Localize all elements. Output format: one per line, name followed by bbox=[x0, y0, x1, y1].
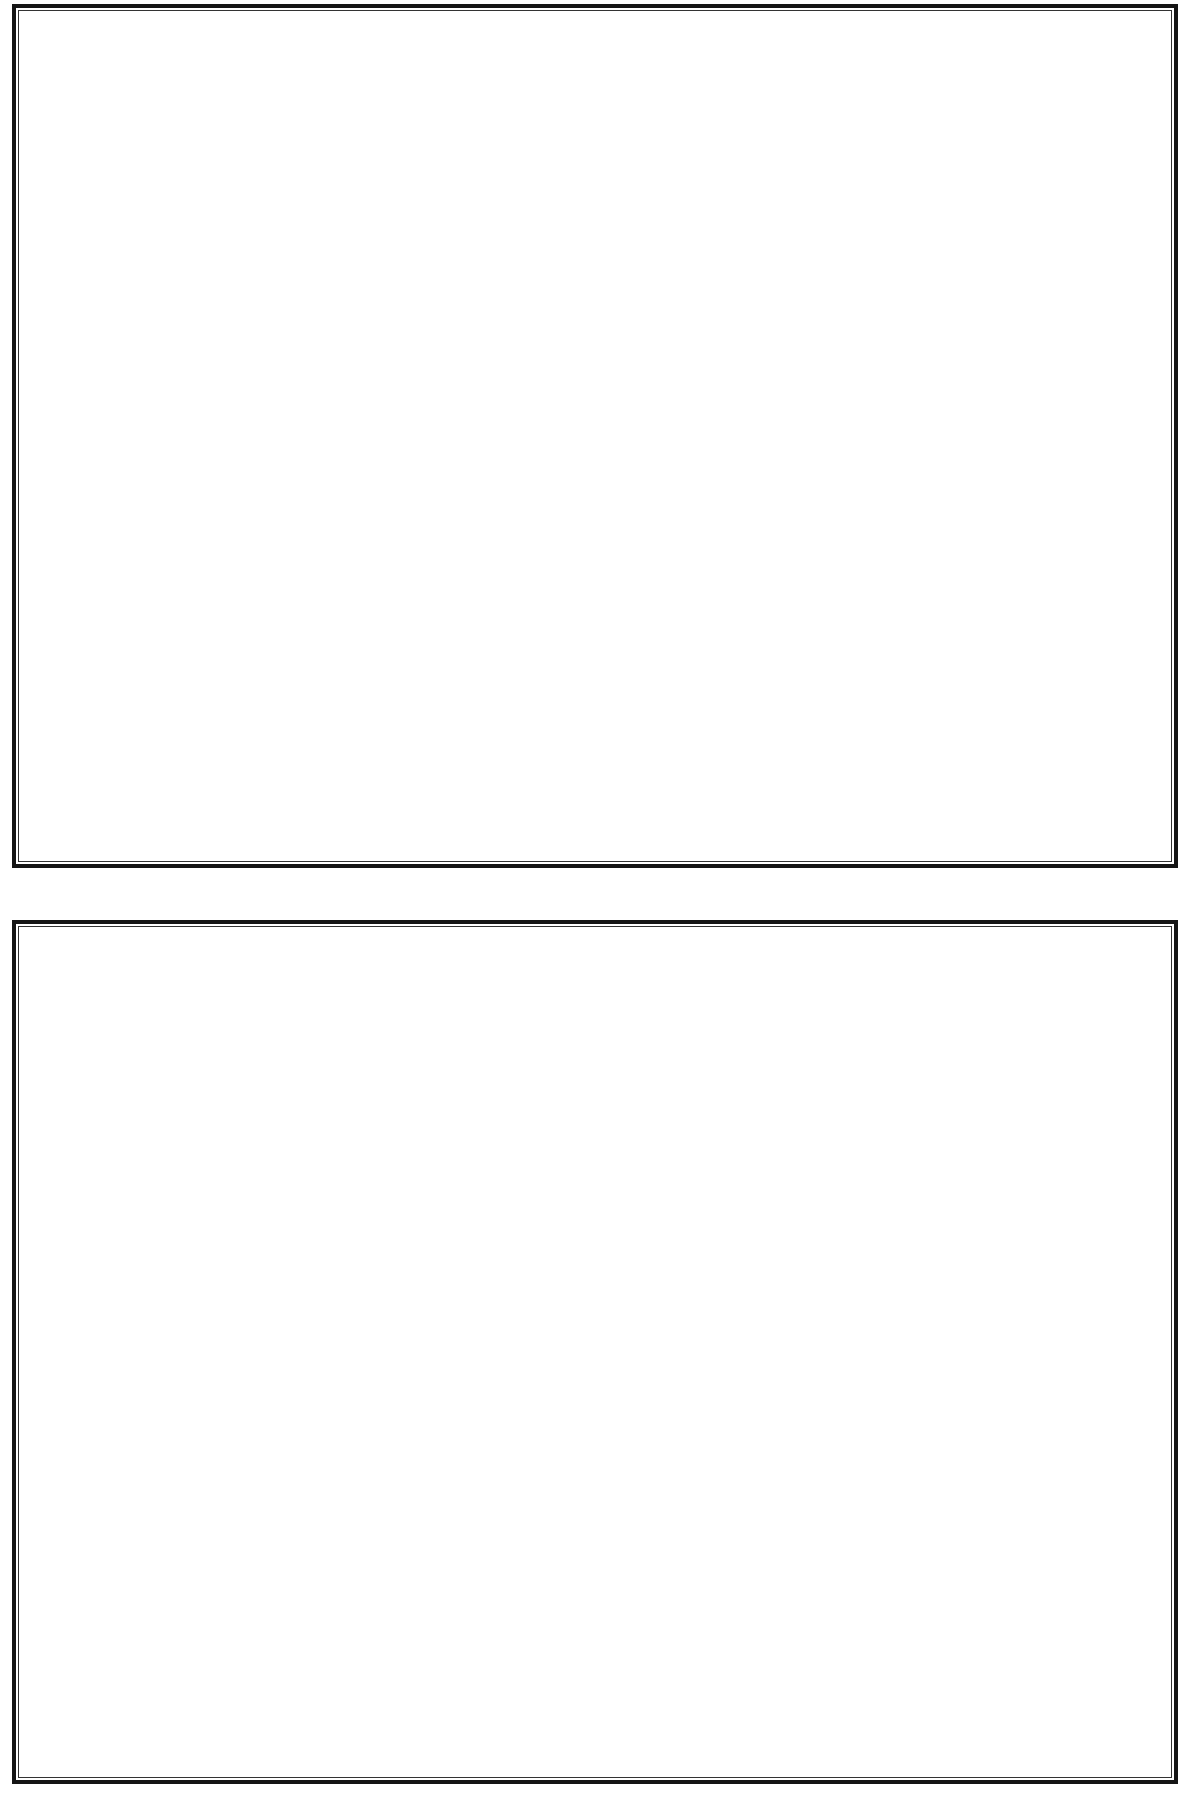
center-dot bbox=[588, 884, 594, 890]
top-page-frame bbox=[12, 4, 1178, 868]
bottom-text-columns bbox=[24, 934, 1166, 1770]
top-text-columns bbox=[24, 18, 1166, 854]
bottom-page-frame bbox=[12, 920, 1178, 1784]
